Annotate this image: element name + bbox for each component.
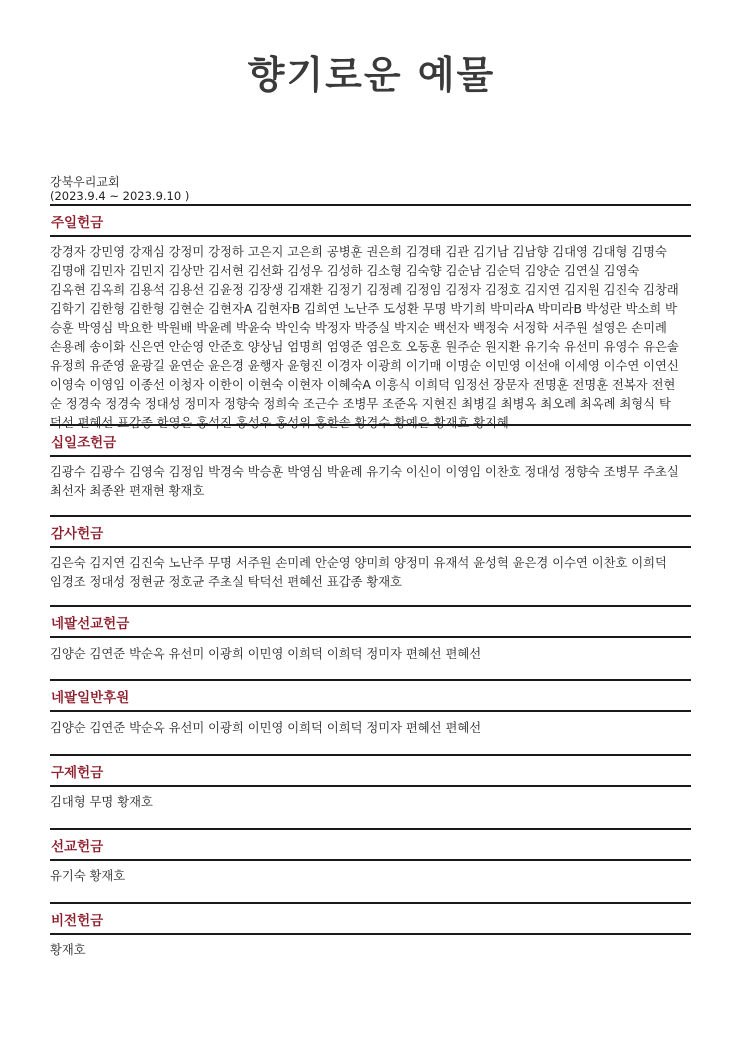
section-title-rule <box>50 455 691 457</box>
donor-line: 순 정경숙 정경숙 정대성 정미자 정향숙 정희숙 조근수 조병무 조준옥 지현진 최병길 최병옥 최오례 최옥례 최형식 탁 <box>50 397 671 411</box>
section-title-rule <box>50 546 691 548</box>
donor-line: 김학기 김한형 김한형 김현순 김현자A 김현자B 김희연 노난주 도성환 무명 박기희 박미라A 박미라B 박성란 박소희 박 <box>50 302 677 316</box>
donor-line: 김양순 김연준 박순옥 유선미 이광희 이민영 이희덕 이희덕 정미자 편혜선 편혜선 <box>50 647 482 661</box>
donor-line: 덕선 편혜선 표갑종 한영은 홍석진 홍성우 홍성위 홍한솔 황경수 황예은 황재호 황지혜 <box>50 416 509 430</box>
donor-list-vision <box>50 941 695 960</box>
donor-list-relief <box>50 793 695 812</box>
section-title-nepal-mission: 네팔선교헌금 <box>51 616 130 632</box>
section-top-rule <box>50 605 691 607</box>
section-title-rule <box>50 859 691 861</box>
page-title: 향기로운 예물 <box>247 53 496 97</box>
section-top-rule <box>50 679 691 681</box>
section-title-tithe: 십일조헌금 <box>51 435 117 451</box>
donor-line: 이영숙 이영임 이종선 이청자 이한이 이현숙 이현자 이혜숙A 이흥식 이희덕 임정선 장문자 전명훈 전명훈 전복자 전현 <box>50 378 676 392</box>
donor-line: 김명애 김민자 김민지 김상만 김서현 김선화 김성우 김성하 김소형 김숙향 김순남 김순덕 김양순 김연실 김영숙 <box>50 264 640 278</box>
donor-line: 최선자 최종완 편재현 황재호 <box>50 484 205 498</box>
church-name: 강북우리교회 <box>50 175 120 189</box>
donor-list-sunday <box>50 243 695 433</box>
date-range: (2023.9.4 ~ 2023.9.10 ) <box>50 189 190 203</box>
section-title-rule <box>50 636 691 638</box>
section-top-rule <box>50 902 691 904</box>
section-title-rule <box>50 235 691 237</box>
section-title-relief: 구제헌금 <box>51 765 104 781</box>
donor-list-nepal-mission <box>50 645 695 664</box>
section-top-rule <box>50 204 691 206</box>
section-top-rule <box>50 754 691 756</box>
donor-list-nepal-support <box>50 719 695 738</box>
donor-line: 임경조 정대성 정현균 정호균 주초실 탁덕선 편혜선 표갑종 황재호 <box>50 575 402 589</box>
section-top-rule <box>50 424 691 426</box>
section-title-nepal-support: 네팔일반후원 <box>51 690 130 706</box>
donor-line: 김광수 김광수 김영숙 김정임 박경숙 박승훈 박영심 박윤례 유기숙 이신이 이영임 이찬호 정대성 정향숙 조병무 주초실 <box>50 465 679 479</box>
section-title-vision: 비전헌금 <box>51 913 104 929</box>
section-title-rule <box>50 933 691 935</box>
section-title-mission: 선교헌금 <box>51 839 104 855</box>
donor-line: 황재호 <box>50 943 86 957</box>
donor-line: 손용례 송이화 신은연 안순영 안준호 양상님 엄명희 엄영준 염은호 오동훈 원주순 원지환 유기숙 유선미 유영수 유은솔 <box>50 340 679 354</box>
donor-line: 김은숙 김지연 김진숙 노난주 무명 서주원 손미례 안순영 양미희 양정미 유재석 윤성혁 윤은경 이수연 이찬호 이희덕 <box>50 556 667 570</box>
section-title-rule <box>50 785 691 787</box>
donor-line: 김대형 무명 황재호 <box>50 795 153 809</box>
donor-line: 김양순 김연준 박순옥 유선미 이광희 이민영 이희덕 이희덕 정미자 편혜선 편혜선 <box>50 721 482 735</box>
donor-list-mission <box>50 867 695 886</box>
section-top-rule <box>50 828 691 830</box>
donor-line: 강경자 강민영 강재심 강정미 강정하 고은지 고은희 공병훈 권은희 김경태 김관 김기남 김남향 김대영 김대형 김명숙 <box>50 245 667 259</box>
section-title-rule <box>50 710 691 712</box>
section-title-sunday: 주일헌금 <box>51 215 104 231</box>
donor-line: 유정희 유준영 윤광길 윤연순 윤은경 윤행자 윤형진 이경자 이광희 이기매 이명순 이민영 이선애 이세영 이수연 이연신 <box>50 359 679 373</box>
section-top-rule <box>50 515 691 517</box>
donor-list-thanks <box>50 554 695 592</box>
donor-line: 유기숙 황재호 <box>50 869 126 883</box>
section-title-thanks: 감사헌금 <box>51 526 104 542</box>
donor-line: 김옥현 김옥희 김용석 김용선 김윤정 김장생 김재환 김정기 김정례 김정임 김정자 김정호 김지연 김지원 김진숙 김창래 <box>50 283 679 297</box>
donor-list-tithe <box>50 463 695 501</box>
donor-line: 승훈 박영심 박요한 박원배 박윤례 박윤숙 박인숙 박정자 박증실 박지순 백선자 백정숙 서정학 서주원 설영은 손미례 <box>50 321 667 335</box>
